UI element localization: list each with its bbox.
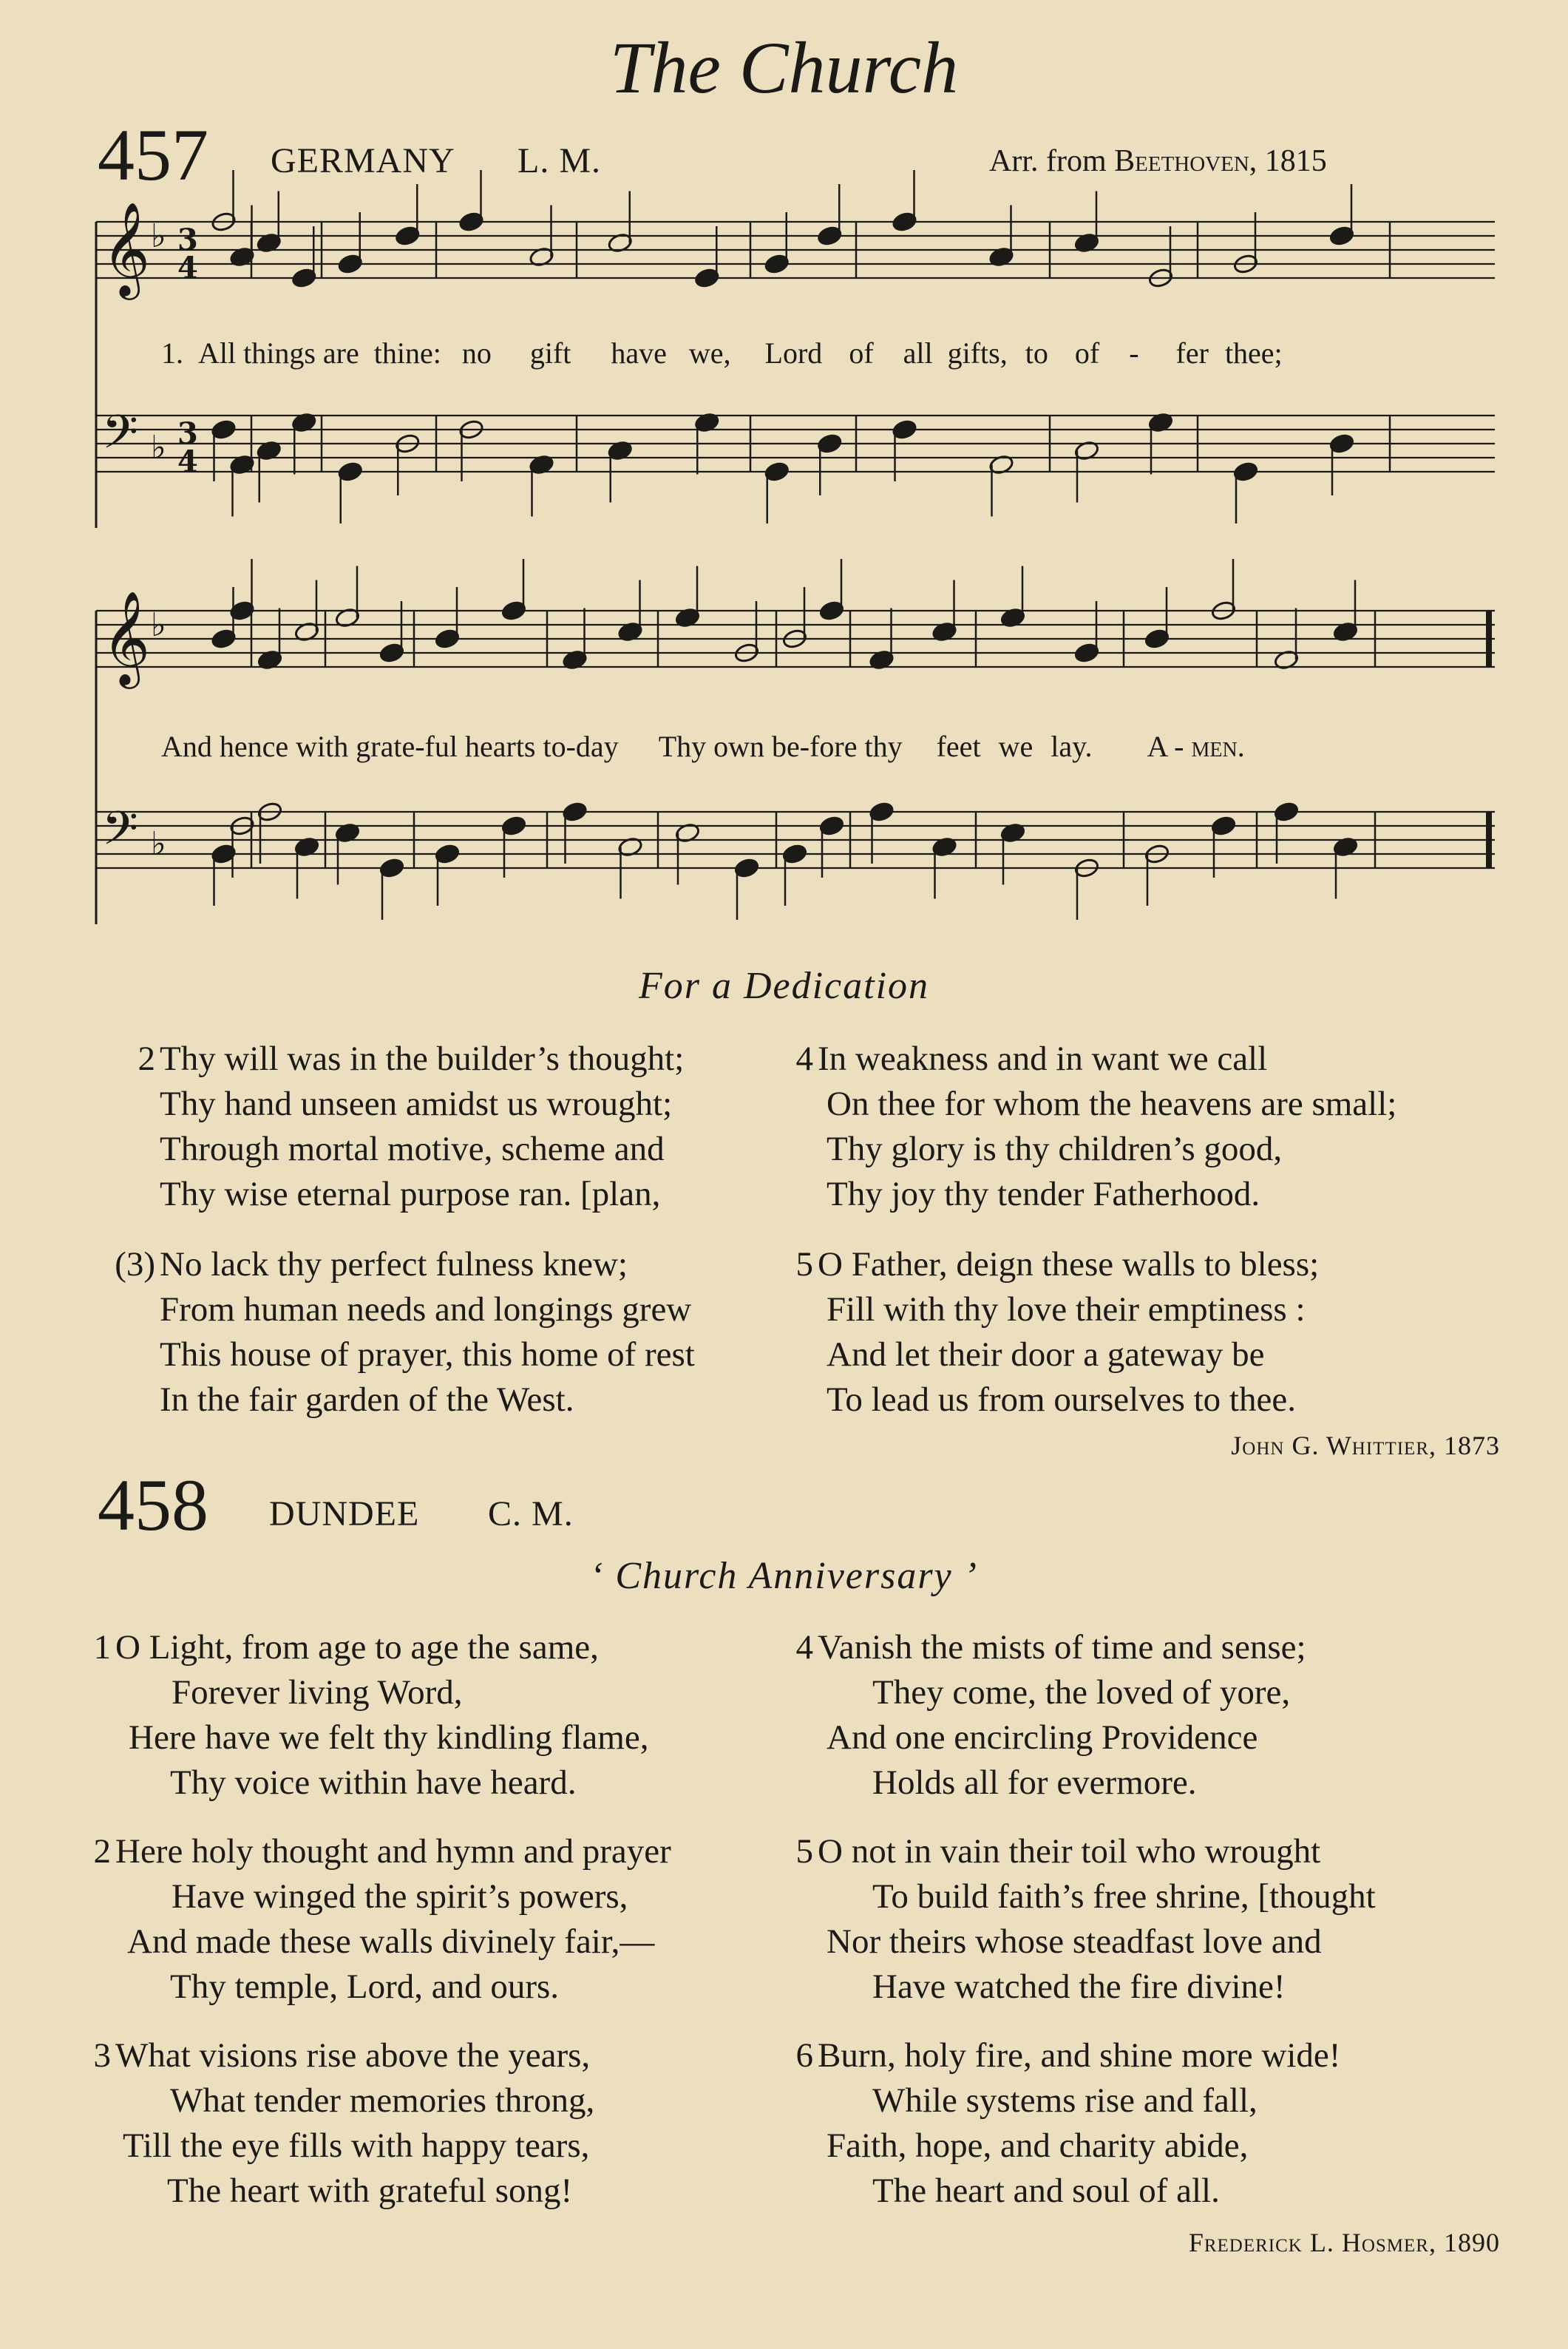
stanza-line: Thy wise eternal purpose ran. [plan, (160, 1175, 661, 1213)
stanza-line: Nor theirs whose steadfast love and (827, 1922, 1322, 1961)
hymn-458-author: Frederick L. Hosmer, 1890 (1188, 2228, 1500, 2257)
stanza-number: 5 (795, 1245, 813, 1284)
stanza-458-5 (793, 1829, 1376, 2010)
lyrics-line-2 (161, 729, 1245, 764)
stanza-line: To lead us from ourselves to thee. (827, 1380, 1296, 1419)
lyric-syllable: of (1074, 336, 1100, 370)
stanza-line: Thy glory is thy children’s good, (827, 1130, 1283, 1168)
stanza-line: No lack thy perfect fulness knew; (160, 1245, 628, 1284)
lyric-syllable: we, (688, 336, 731, 370)
stanza-457-2 (126, 1037, 684, 1217)
lyric-syllable: be-fore (772, 730, 858, 763)
stanza-line: Thy temple, Lord, and ours. (170, 1967, 560, 2006)
hymn-457-tune: GERMANY (271, 141, 455, 180)
stanza-line: O Light, from age to age the same, (115, 1628, 599, 1667)
lyric-syllable: have (611, 336, 667, 370)
stanza-line: Forever living Word, (172, 1673, 463, 1712)
stanza-line: Thy will was in the builder’s thought; (160, 1040, 685, 1078)
stanza-line: In the fair garden of the West. (160, 1380, 574, 1419)
svg-text:♭: ♭ (151, 429, 166, 467)
svg-text:♭: ♭ (151, 825, 166, 863)
stanza-line: From human needs and longings grew (160, 1290, 692, 1329)
svg-text:♭: ♭ (151, 217, 166, 255)
lyric-syllable: of (849, 336, 874, 370)
stanza-line: And made these walls divinely fair,— (127, 1922, 655, 1961)
stanza-line: Here holy thought and hymn and prayer (115, 1832, 671, 1871)
lyric-syllable: hearts (464, 730, 536, 763)
stanza-line: O Father, deign these walls to bless; (818, 1245, 1320, 1284)
stanza-line: In weakness and in want we call (818, 1040, 1268, 1078)
stanza-line: Holds all for evermore. (872, 1763, 1197, 1802)
stanza-line: Through mortal motive, scheme and (160, 1130, 665, 1168)
lyric-syllable: to-day (543, 730, 619, 763)
stanza-line: Here have we felt thy kindling flame, (129, 1718, 649, 1757)
stanza-line: Thy hand unseen amidst us wrought; (160, 1085, 673, 1123)
lyric-syllable: gifts, (947, 336, 1008, 370)
hymn-458-tune: DUNDEE (269, 1494, 420, 1533)
lyric-syllable: with (296, 730, 349, 763)
svg-text:3: 3 (177, 223, 198, 257)
stanza-line: Burn, holy fire, and shine more wide! (818, 2036, 1341, 2075)
lyric-syllable: gift (529, 336, 571, 370)
lyric-syllable: thee; (1224, 336, 1283, 370)
stanza-number: 2 (138, 1040, 155, 1078)
lyric-syllable: thy (864, 730, 903, 763)
stanza-number: 4 (795, 1040, 813, 1078)
lyric-syllable: hence (219, 730, 289, 763)
stanza-number: 3 (93, 2036, 111, 2075)
stanza-line: Vanish the mists of time and sense; (818, 1628, 1306, 1667)
lyric-syllable: - (1174, 730, 1184, 763)
stanza-line: And let their door a gateway be (827, 1335, 1265, 1374)
hymn-457-number: 457 (98, 114, 208, 196)
lyric-syllable: no (461, 336, 492, 370)
stanza-line: Have winged the spirit’s powers, (172, 1877, 628, 1916)
stanza-line: On thee for whom the heavens are small; (827, 1085, 1397, 1123)
lyric-syllable: grate-ful (356, 730, 458, 763)
svg-text:𝄞: 𝄞 (102, 590, 151, 685)
stanza-number: 2 (93, 1832, 111, 1871)
lyric-syllable: all (903, 336, 933, 370)
stanza-number: (3) (115, 1245, 155, 1284)
stanza-line: This house of prayer, this home of rest (160, 1335, 695, 1374)
lyrics-line-1 (161, 336, 1283, 370)
stanza-458-1 (90, 1625, 648, 1806)
stanza-number: 6 (795, 2036, 813, 2075)
stanza-line: Till the eye fills with happy tears, (123, 2126, 590, 2165)
page-title: The Church (609, 27, 959, 109)
stanza-line: They come, the loved of yore, (872, 1673, 1291, 1712)
lyric-syllable: lay. (1051, 730, 1093, 763)
lyric-syllable: things (243, 336, 316, 370)
lyric-syllable: Lord (764, 336, 823, 370)
stanza-458-6 (793, 2033, 1340, 2214)
stanza-number: 5 (795, 1832, 813, 1871)
stanza-458-2 (90, 1829, 671, 2010)
stanza-line: Fill with thy love their emptiness : (827, 1290, 1306, 1329)
stanza-line: Have watched the fire divine! (872, 1967, 1286, 2006)
lyric-syllable: we (998, 730, 1034, 763)
lyric-syllable: A (1147, 730, 1167, 763)
stanza-line: What tender memories throng, (170, 2081, 595, 2120)
stanza-line: And one encircling Providence (827, 1718, 1258, 1757)
svg-text:𝄢: 𝄢 (102, 404, 138, 470)
stanza-457-4 (793, 1037, 1396, 1217)
stanza-line: The heart and soul of all. (872, 2172, 1220, 2210)
hymn-458-meter: C. M. (488, 1494, 574, 1533)
lyric-syllable: thine: (373, 336, 441, 370)
lyric-syllable: All (198, 336, 237, 370)
stanza-line: While systems rise and fall, (872, 2081, 1258, 2120)
music-score (0, 0, 1568, 932)
lyric-syllable: Thy (658, 730, 707, 763)
svg-text:3: 3 (177, 416, 198, 451)
lyric-syllable: - (1129, 336, 1139, 370)
stanza-line: O not in vain their toil who wrought (818, 1832, 1321, 1871)
svg-text:𝄢: 𝄢 (102, 801, 138, 867)
svg-text:♭: ♭ (151, 606, 166, 644)
stanza-line: What visions rise above the years, (115, 2036, 591, 2075)
svg-text:4: 4 (177, 444, 198, 479)
lyric-syllable: fer (1175, 336, 1209, 370)
arr-prefix: Arr. from (989, 144, 1107, 178)
stanza-line: The heart with grateful song! (167, 2172, 573, 2210)
lyric-syllable: to (1025, 336, 1048, 370)
hymn-458-number: 458 (98, 1464, 208, 1546)
stanza-457-5 (793, 1242, 1319, 1423)
svg-text:4: 4 (177, 251, 198, 285)
lyric-syllable: own (713, 730, 765, 763)
lyric-syllable: men. (1191, 730, 1245, 763)
lyric-syllable: feet (936, 730, 981, 763)
svg-text:𝄞: 𝄞 (102, 201, 151, 296)
stanza-458-3 (90, 2033, 594, 2214)
hymn-457-meter: L. M. (517, 141, 601, 180)
stanza-number: 4 (795, 1628, 813, 1667)
stanza-line: To build faith’s free shrine, [thought (872, 1877, 1376, 1916)
lyric-syllable: And (161, 730, 212, 763)
hymn-458-subtitle: ‘ Church Anniversary ’ (590, 1555, 978, 1597)
stanza-number: 1 (93, 1628, 111, 1667)
lyric-syllable: are (322, 336, 359, 370)
stanza-line: Thy joy thy tender Fatherhood. (827, 1175, 1260, 1213)
lyric-syllable: 1. (161, 336, 183, 370)
hymn-457-subtitle: For a Dedication (638, 965, 930, 1007)
stanza-line: Faith, hope, and charity abide, (827, 2126, 1249, 2165)
composer-year: , 1815 (1249, 144, 1327, 178)
composer-name: Beethoven (1114, 144, 1249, 178)
stanza-457-3 (92, 1242, 695, 1423)
hymn-457-author: John G. Whittier, 1873 (1231, 1431, 1500, 1460)
stanza-line: Thy voice within have heard. (170, 1763, 577, 1802)
stanza-458-4 (793, 1625, 1306, 1806)
